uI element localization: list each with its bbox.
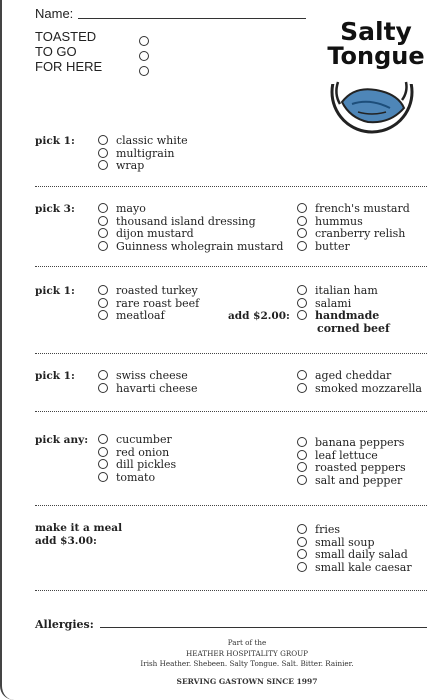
spreads-pick-label: pick 3: bbox=[35, 203, 75, 215]
option-checkbox[interactable] bbox=[98, 216, 108, 226]
option-label: leaf lettuce bbox=[315, 448, 378, 462]
option-checkbox[interactable] bbox=[297, 216, 307, 226]
option-label: salt and pepper bbox=[315, 473, 403, 487]
option-checkbox[interactable] bbox=[297, 228, 307, 238]
option-label: salami bbox=[315, 296, 352, 310]
option-checkbox[interactable] bbox=[297, 462, 307, 472]
option-checkbox[interactable] bbox=[98, 241, 108, 251]
option-checkbox[interactable] bbox=[98, 472, 108, 482]
meat-option[interactable] bbox=[297, 310, 390, 323]
option-label: thousand island dressing bbox=[116, 214, 256, 228]
option-label: dijon mustard bbox=[116, 227, 194, 241]
option-checkbox[interactable] bbox=[98, 434, 108, 444]
option-label: dill pickles bbox=[116, 458, 177, 472]
footer-venues: Irish Heather. Shebeen. Salty Tongue. Salt. Bitter. Rainier. bbox=[140, 659, 354, 668]
toppings-pick-label: pick any: bbox=[35, 434, 89, 446]
option-label: cranberry relish bbox=[315, 227, 406, 241]
option-label: aged cheddar bbox=[315, 369, 392, 382]
option-label: hummus bbox=[315, 214, 363, 228]
option-checkbox[interactable] bbox=[98, 447, 108, 457]
meal-label bbox=[35, 522, 122, 548]
option-checkbox[interactable] bbox=[98, 370, 108, 380]
cheese-left-options bbox=[98, 370, 198, 395]
meal-options bbox=[297, 524, 412, 574]
meat-option[interactable] bbox=[98, 310, 199, 323]
meat-addon-label: add $2.00: bbox=[228, 310, 290, 322]
order-type-toasted[interactable] bbox=[35, 29, 102, 44]
option-checkbox[interactable] bbox=[98, 383, 108, 393]
topping-option[interactable] bbox=[98, 472, 176, 485]
logo-line-2: Tongue bbox=[327, 42, 425, 70]
order-type-label: TOASTED bbox=[35, 29, 97, 44]
spreads-left-options bbox=[98, 203, 283, 253]
option-checkbox[interactable] bbox=[98, 203, 108, 213]
topping-option[interactable] bbox=[297, 475, 406, 488]
meat-right-options bbox=[297, 285, 390, 335]
toppings-left-options bbox=[98, 434, 176, 484]
option-checkbox[interactable] bbox=[297, 475, 307, 485]
section-divider bbox=[35, 590, 427, 591]
option-label: roasted turkey bbox=[116, 284, 198, 297]
spread-option[interactable] bbox=[297, 241, 410, 254]
cheese-pick-label: pick 1: bbox=[35, 370, 75, 382]
option-label: fries bbox=[315, 523, 341, 536]
bread-pick-label: pick 1: bbox=[35, 135, 75, 147]
order-type-list bbox=[35, 29, 102, 74]
order-type-to-go[interactable] bbox=[35, 44, 102, 59]
option-label: smoked mozzarella bbox=[315, 381, 422, 395]
spreads-right-options bbox=[297, 203, 410, 253]
option-checkbox[interactable] bbox=[297, 537, 307, 547]
option-label: italian ham bbox=[315, 284, 378, 297]
option-label: tomato bbox=[116, 470, 156, 484]
option-checkbox[interactable] bbox=[297, 285, 307, 295]
to-go-checkbox[interactable] bbox=[139, 51, 149, 61]
option-checkbox[interactable] bbox=[297, 450, 307, 460]
footer-part-of: Part of the bbox=[227, 638, 267, 647]
option-checkbox[interactable] bbox=[297, 383, 307, 393]
meal-option[interactable] bbox=[297, 562, 412, 575]
cheese-right-options bbox=[297, 370, 422, 395]
option-label: Guinness wholegrain mustard bbox=[116, 239, 284, 253]
option-checkbox[interactable] bbox=[297, 310, 307, 320]
logo-line-1: Salty bbox=[340, 17, 412, 46]
meat-pick-label: pick 1: bbox=[35, 285, 75, 297]
option-label: cucumber bbox=[116, 433, 172, 446]
option-label: butter bbox=[315, 239, 350, 253]
option-label: small kale caesar bbox=[315, 560, 412, 574]
option-label: meatloaf bbox=[116, 309, 165, 323]
section-divider bbox=[35, 411, 427, 412]
option-label: red onion bbox=[116, 445, 170, 459]
option-label: small soup bbox=[315, 535, 375, 549]
option-label: wrap bbox=[116, 159, 145, 173]
toppings-right-options bbox=[297, 437, 406, 487]
meal-label-line-2: add $3.00: bbox=[35, 535, 97, 547]
order-type-label: FOR HERE bbox=[35, 59, 103, 74]
bread-options bbox=[98, 135, 188, 173]
cheese-option[interactable] bbox=[297, 383, 422, 396]
meat-left-options bbox=[98, 285, 199, 323]
option-checkbox[interactable] bbox=[98, 135, 108, 145]
option-label: swiss cheese bbox=[116, 369, 188, 382]
option-checkbox[interactable] bbox=[98, 310, 108, 320]
option-checkbox[interactable] bbox=[98, 148, 108, 158]
option-checkbox[interactable] bbox=[297, 298, 307, 308]
footer-group-name: HEATHER HOSPITALITY GROUP bbox=[185, 648, 309, 658]
option-checkbox[interactable] bbox=[297, 203, 307, 213]
option-label: havarti cheese bbox=[116, 381, 198, 395]
option-label: multigrain bbox=[116, 146, 175, 160]
option-checkbox[interactable] bbox=[297, 524, 307, 534]
allergies-label: Allergies: bbox=[35, 618, 94, 631]
option-checkbox[interactable] bbox=[297, 241, 307, 251]
allergies-field[interactable] bbox=[100, 627, 427, 628]
section-divider bbox=[35, 353, 427, 354]
option-checkbox[interactable] bbox=[297, 370, 307, 380]
option-label: banana peppers bbox=[315, 436, 405, 449]
option-label: mayo bbox=[116, 202, 146, 215]
option-label-continued: corned beef bbox=[317, 321, 390, 335]
option-checkbox[interactable] bbox=[297, 562, 307, 572]
order-type-label: TO GO bbox=[35, 44, 77, 59]
option-label: french's mustard bbox=[315, 202, 410, 215]
option-checkbox[interactable] bbox=[297, 549, 307, 559]
footer-tagline: SERVING GASTOWN SINCE 1997 bbox=[176, 676, 318, 686]
name-label: Name: bbox=[35, 6, 74, 21]
option-label: small daily salad bbox=[315, 548, 408, 562]
bread-option[interactable] bbox=[98, 160, 188, 173]
salty-tongue-logo bbox=[320, 17, 432, 138]
option-checkbox[interactable] bbox=[98, 298, 108, 308]
toasted-checkbox[interactable] bbox=[139, 36, 149, 46]
logo-text bbox=[326, 17, 426, 70]
option-label: rare roast beef bbox=[116, 296, 200, 310]
cheese-option[interactable] bbox=[98, 383, 198, 396]
option-checkbox[interactable] bbox=[98, 285, 108, 295]
spread-option[interactable] bbox=[297, 228, 410, 241]
option-label: roasted peppers bbox=[315, 461, 406, 475]
footer bbox=[122, 638, 372, 687]
option-label: classic white bbox=[116, 134, 188, 147]
for-here-checkbox[interactable] bbox=[139, 66, 149, 76]
option-checkbox[interactable] bbox=[98, 160, 108, 170]
meal-label-line-1: make it a meal bbox=[35, 522, 123, 534]
section-divider bbox=[35, 266, 427, 267]
option-checkbox[interactable] bbox=[98, 228, 108, 238]
spread-option[interactable] bbox=[98, 241, 283, 254]
option-checkbox[interactable] bbox=[297, 437, 307, 447]
option-label: handmade bbox=[315, 309, 380, 323]
section-divider bbox=[35, 186, 427, 187]
order-type-for-here[interactable] bbox=[35, 59, 102, 74]
section-divider bbox=[35, 505, 427, 506]
option-checkbox[interactable] bbox=[98, 459, 108, 469]
name-field[interactable] bbox=[78, 18, 306, 19]
